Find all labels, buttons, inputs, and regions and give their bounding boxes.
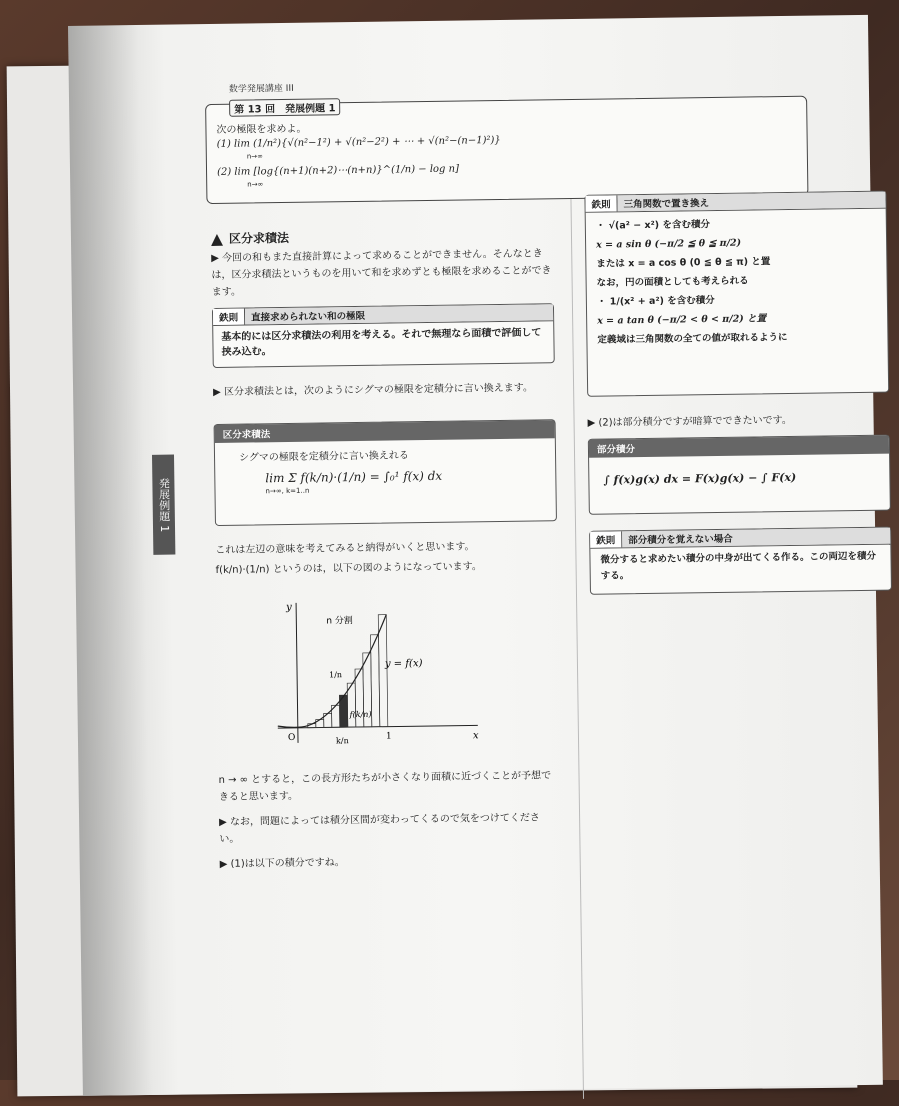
rule-tag: 鉄則 [213,309,245,325]
label-x: x [472,730,479,742]
column-divider [570,199,584,1099]
label-one: 1 [385,731,392,742]
paragraph-note: ▶ なお，問題によっては積分区間が変わってくるので気をつけてください。 [219,812,540,845]
problem-q2-limit: n→∞ [247,180,264,189]
rule-title: 三角関数で置き換え [617,192,885,212]
paragraph-figure-intro: f(k/n)·(1/n) というのは，以下の図のようになっています。 [215,561,482,576]
riemann-formula-limits: n→∞, k=1..n [265,486,310,496]
rule-line: ・ √(a² − x²) を含む積分 [595,219,710,232]
label-k-over-n: k/n [335,736,349,746]
formula-box-header: 部分積分 [589,436,889,458]
rule-line: なお，円の面積としても考えられる [596,275,749,289]
label-origin: O [287,732,296,743]
rule-title: 直接求められない和の極限 [245,304,553,324]
rule-box-direct-sum [212,303,555,368]
side-tab-label: 発展例題 1 [157,477,172,533]
label-y: y [286,601,292,614]
problem-title: 第 13 回 発展例題 1 [229,98,341,117]
formula-box-riemann [214,419,557,526]
parts-formula: ∫ f(x)g(x) dx = F(x)g(x) − ∫ F(x) [603,470,797,487]
section-title: 区分求積法 [228,230,290,246]
rule-tag: 鉄則 [590,531,622,547]
paragraph-q2-hint: ▶ (2)は部分積分ですが暗算でできたいです。 [587,414,792,429]
rule-line: 定義域は三角関数の全ての値が取れるように [597,331,788,346]
problem-q2: (2) lim [log{(n+1)(n+2)⋯(n+n)}^(1/n) − log n] [216,163,460,178]
paragraph-definition: ▶ 区分求積法とは，次のようにシグマの極限を定積分に言い換えます。 [213,382,534,399]
label-n-split: n 分割 [326,616,353,627]
formula-box-header: 区分求積法 [215,420,555,443]
paragraph-meaning: これは左辺の意味を考えてみると納得がいくと思います。 [215,541,475,556]
rule-line: x = a sin θ (−π/2 ≦ θ ≦ π/2) [596,237,742,251]
rule-box-parts-tip [589,527,892,595]
paragraph-q1-integral: ▶ (1)は以下の積分ですね。 [219,857,345,870]
rule-body [586,209,888,354]
paragraph-limit: n → ∞ とすると，この長方形たちが小さくなり面積に近づくことが予想できると思います。 [218,770,552,803]
riemann-rectangles [306,615,388,728]
book-page [68,15,883,1096]
problem-prompt: 次の極限を求めよ。 [216,123,307,136]
label-curve: y = f(x) [384,658,423,670]
riemann-figure [266,595,488,748]
y-axis [296,603,298,743]
paragraph-intro: ▶ 今回の和もまた直接計算によって求めることができません。そんなときは，区分求積法というものを用いて和を求めずとも極限を求めることができます。 [211,248,552,299]
problem-q1: (1) lim (1/n²){√(n²−1²) + √(n²−2²) + ⋯ + √(n²−(n−1)²)} [216,134,501,150]
running-header: 数学発展講座 III [228,83,294,95]
page-gutter-shadow [68,25,153,1096]
rule-title: 部分積分を覚えない場合 [622,528,890,548]
formula-box-body: シグマの極限を定積分に言い換えれる [238,450,409,464]
problem-q1-limit: n→∞ [246,152,264,161]
riemann-formula: lim Σ f(k/n)·(1/n) = ∫₀¹ f(x) dx [265,468,443,486]
rule-body: 基本的には区分求積法の利用を考える。それで無理なら面積で評価して挟み込む。 [221,327,542,358]
label-one-over-n: 1/n [329,670,343,680]
rule-line: x = a tan θ (−π/2 < θ < π/2) と置 [597,313,767,327]
chapter-side-tab [152,455,175,555]
section-marker-icon [211,234,223,246]
rule-line: ・ 1/(x² + a²) を含む積分 [596,294,715,308]
label-f-k-over-n: f(k/n) [349,709,372,720]
rule-body: 微分すると求めたい積分の中身が出てくる作る。この両辺を積分する。 [600,550,877,582]
formula-box-integration-by-parts [588,435,891,515]
rule-line: または x = a cos θ (0 ≦ θ ≦ π) と置 [596,256,771,270]
rule-tag: 鉄則 [585,195,617,211]
rule-box-trig-substitution [584,191,889,397]
